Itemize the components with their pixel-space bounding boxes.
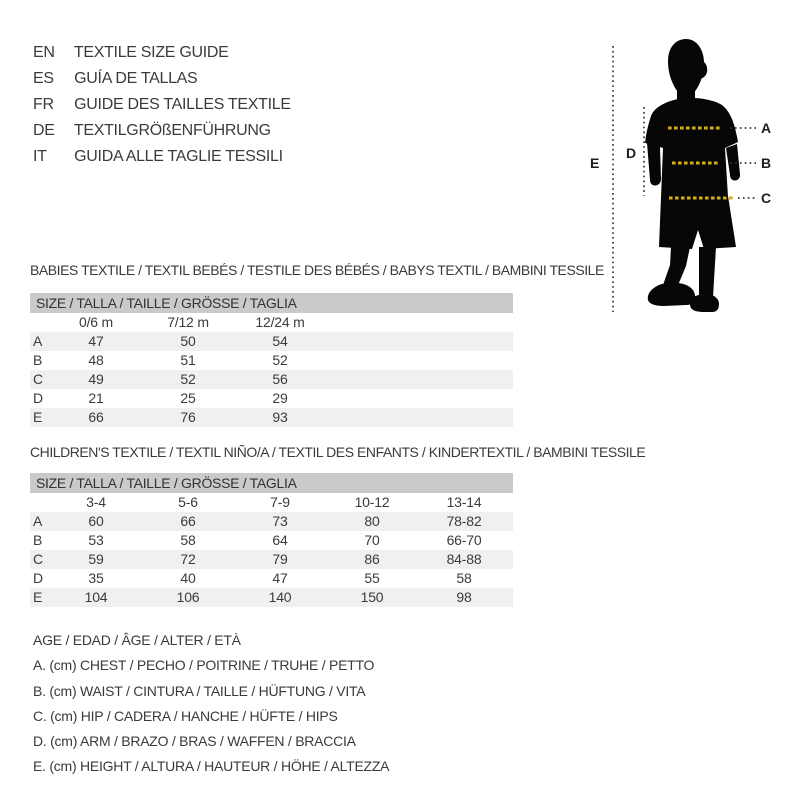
row-label: B — [33, 532, 43, 548]
table-cell — [326, 408, 513, 427]
lang-row-de — [33, 118, 291, 144]
babies-size-table — [30, 313, 513, 427]
table-row — [30, 370, 513, 389]
lang-row-it — [33, 144, 291, 170]
table-cell: 150 — [360, 589, 384, 605]
table-cell: 49 — [88, 371, 104, 387]
legend-age-line: AGE / EDAD / ÂGE / ALTER / ETÀ — [33, 632, 241, 648]
table-cell: 50 — [180, 333, 196, 349]
table-cell: 48 — [88, 352, 104, 368]
table-cell: 47 — [272, 570, 288, 586]
lang-code: FR — [33, 96, 54, 113]
table-cell — [510, 493, 513, 512]
column-header: 7/12 m — [167, 314, 209, 330]
table-cell: 106 — [176, 589, 200, 605]
lang-row-en — [33, 40, 291, 66]
measure-label-b: B — [761, 155, 772, 171]
table-cell: 79 — [272, 551, 288, 567]
children-size-table — [30, 493, 513, 607]
table-cell: 25 — [180, 390, 196, 406]
table-row — [30, 512, 513, 531]
lang-label: GUIDA ALLE TAGLIE TESSILI — [74, 148, 283, 165]
table-cell: 66-70 — [446, 532, 482, 548]
column-header: 0/6 m — [78, 314, 113, 330]
table-row — [30, 332, 513, 351]
table-cell: 72 — [180, 551, 196, 567]
table-row — [30, 569, 513, 588]
row-label: C — [33, 551, 43, 567]
table-row — [30, 588, 513, 607]
table-cell — [510, 531, 513, 550]
table-cell: 55 — [364, 570, 380, 586]
table-cell: 66 — [180, 513, 196, 529]
table-cell — [326, 313, 513, 332]
table-cell — [326, 389, 513, 408]
table-cell: 40 — [180, 570, 196, 586]
row-label: D — [33, 390, 43, 406]
legend-hip-line: C. (cm) HIP / CADERA / HANCHE / HÜFTE / HIPS — [33, 707, 338, 724]
table-cell — [30, 313, 50, 332]
child-silhouette-icon — [645, 39, 740, 312]
children-section-title: CHILDREN'S TEXTILE / TEXTIL NIÑO/A / TEXTIL DES ENFANTS / KINDERTEXTIL / BAMBINI TESSILE — [30, 444, 646, 460]
table-cell: 66 — [88, 409, 104, 425]
table-cell: 35 — [88, 570, 104, 586]
table-cell: 104 — [84, 589, 108, 605]
table-column-header-row — [30, 493, 513, 512]
lang-row-fr — [33, 92, 291, 118]
table-cell: 58 — [180, 532, 196, 548]
legend-height-line: E. (cm) HEIGHT / ALTURA / HAUTEUR / HÖHE / ALTEZZA — [33, 758, 390, 775]
table-row — [30, 531, 513, 550]
column-header: 10-12 — [354, 494, 390, 510]
table-cell — [326, 332, 513, 351]
table-cell: 52 — [272, 352, 288, 368]
table-cell — [30, 493, 50, 512]
table-cell: 29 — [272, 390, 288, 406]
row-label: E — [33, 589, 43, 605]
table-cell: 76 — [180, 409, 196, 425]
table-cell: 78-82 — [446, 513, 482, 529]
children-size-header-bar: SIZE / TALLA / TAILLE / GRÖSSE / TAGLIA — [30, 473, 513, 493]
table-cell — [326, 351, 513, 370]
table-cell — [510, 588, 513, 607]
lang-code: ES — [33, 70, 54, 87]
table-cell: 84-88 — [446, 551, 482, 567]
column-header: 13-14 — [446, 494, 482, 510]
table-cell: 47 — [88, 333, 104, 349]
measurement-legend — [33, 628, 389, 780]
lang-label: TEXTILGRÖßENFÜHRUNG — [73, 122, 271, 139]
measure-label-e: E — [590, 155, 600, 171]
column-header: 3-4 — [86, 494, 106, 510]
table-row — [30, 550, 513, 569]
table-cell: 56 — [272, 371, 288, 387]
table-cell — [326, 370, 513, 389]
lang-code: IT — [33, 148, 47, 165]
table-cell: 53 — [88, 532, 104, 548]
table-cell: 21 — [88, 390, 104, 406]
table-cell — [510, 550, 513, 569]
table-cell: 51 — [180, 352, 196, 368]
column-header: 7-9 — [270, 494, 290, 510]
lang-code: EN — [33, 44, 55, 61]
measure-label-c: C — [761, 190, 772, 206]
table-cell: 59 — [88, 551, 104, 567]
lang-label: GUÍA DE TALLAS — [74, 70, 198, 87]
legend-chest-line: A. (cm) CHEST / PECHO / POITRINE / TRUHE / PETTO — [33, 657, 375, 674]
row-label: D — [33, 570, 43, 586]
table-cell: 80 — [364, 513, 380, 529]
lang-row-es — [33, 66, 291, 92]
table-cell: 52 — [180, 371, 196, 387]
table-cell — [510, 512, 513, 531]
table-row — [30, 351, 513, 370]
lang-code: DE — [33, 122, 55, 139]
table-row — [30, 389, 513, 408]
column-header: 5-6 — [178, 494, 198, 510]
table-cell: 140 — [268, 589, 292, 605]
row-label: B — [33, 352, 43, 368]
lang-label: TEXTILE SIZE GUIDE — [73, 44, 229, 61]
table-cell: 73 — [272, 513, 288, 529]
legend-arm-line: D. (cm) ARM / BRAZO / BRAS / WAFFEN / BRACCIA — [33, 733, 356, 750]
table-cell — [510, 569, 513, 588]
measure-label-d: D — [626, 145, 637, 161]
row-label: A — [33, 333, 43, 349]
lang-label: GUIDE DES TAILLES TEXTILE — [74, 96, 291, 113]
measure-label-a: A — [761, 120, 772, 136]
table-cell: 58 — [456, 570, 472, 586]
measurement-diagram — [560, 25, 800, 325]
table-cell: 98 — [456, 589, 472, 605]
column-header: 12/24 m — [255, 314, 305, 330]
table-column-header-row — [30, 313, 513, 332]
row-label: C — [33, 371, 43, 387]
row-label: E — [33, 409, 43, 425]
legend-waist-line: B. (cm) WAIST / CINTURA / TAILLE / HÜFTUNG / VITA — [33, 682, 366, 699]
babies-section-title: BABIES TEXTILE / TEXTIL BEBÉS / TESTILE DES BÉBÉS / BABYS TEXTIL / BAMBINI TESSILE — [30, 262, 604, 278]
table-row — [30, 408, 513, 427]
table-cell: 60 — [88, 513, 104, 529]
table-cell: 54 — [272, 333, 288, 349]
table-cell: 64 — [272, 532, 288, 548]
table-cell: 93 — [272, 409, 288, 425]
language-title-list — [33, 40, 291, 170]
table-cell: 86 — [364, 551, 380, 567]
table-cell: 70 — [364, 532, 380, 548]
babies-size-header-bar: SIZE / TALLA / TAILLE / GRÖSSE / TAGLIA — [30, 293, 513, 313]
row-label: A — [33, 513, 43, 529]
